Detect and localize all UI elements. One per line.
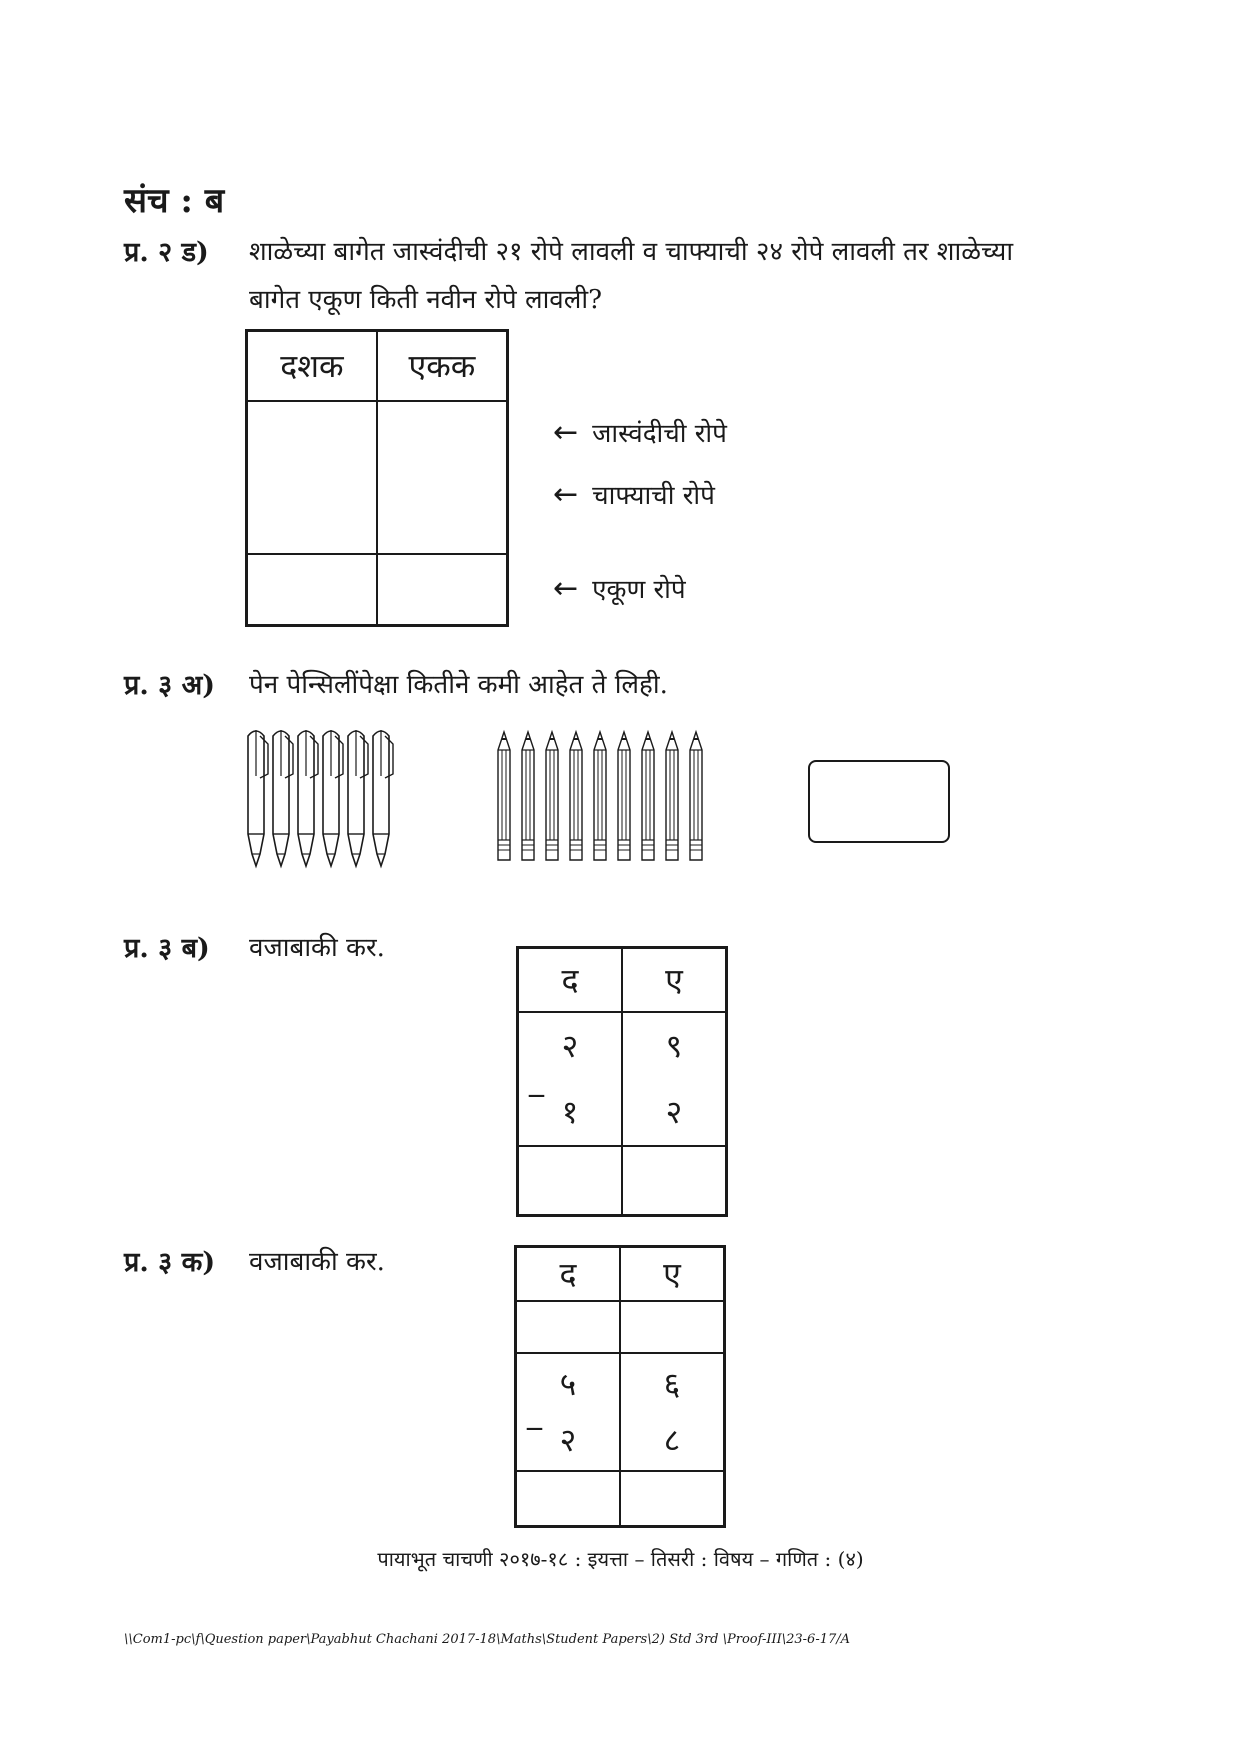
minus-sign: _ [527, 1395, 542, 1431]
q3b-tens-cell [518, 1012, 622, 1146]
pencil-icon [618, 732, 630, 860]
pen-icon [273, 730, 293, 866]
q3c-units-digit-2: ८ [663, 1420, 681, 1459]
q3c-tens-cell [516, 1353, 620, 1471]
q2d-input-cell-tens[interactable] [247, 401, 377, 554]
q2d-label: प्र. २ ड) [124, 237, 209, 268]
q3b-units-digit-1: ९ [665, 1026, 683, 1065]
minus-sign: _ [529, 1062, 544, 1098]
pencil-icon [642, 732, 654, 860]
pen-icon [323, 730, 343, 866]
pen-icon [348, 730, 368, 866]
q3b-col-units-header: ए [622, 948, 727, 1012]
pencil-icon [498, 732, 510, 860]
q2d-row-label-1: ← जास्वंदीची रोपे [553, 415, 727, 450]
q2d-row-label-3: ← एकूण रोपे [553, 571, 686, 606]
q2d-col-tens-header: दशक [247, 331, 377, 401]
q3a-text: पेन पेन्सिलींपेक्षा कितीने कमी आहेत ते लिही. [249, 670, 668, 700]
q3c-units-digit-1: ६ [663, 1364, 681, 1403]
q3c-answer-cell-tens[interactable] [516, 1471, 620, 1527]
pencil-icon [546, 732, 558, 860]
q3b-answer-cell-tens[interactable] [518, 1146, 622, 1216]
page-footer: पायाभूत चाचणी २०१७-१८ : इयत्ता – तिसरी : विषय – गणित : (४) [377, 1547, 864, 1571]
file-path: \\Com1-pc\f\Question paper\Payabhut Chachani 2017-18\Maths\Student Papers\2) Std 3rd \Proof-III\23-6-17/A [124, 1632, 851, 1647]
pen-icon [248, 730, 268, 866]
q3b-subtraction-table [516, 946, 728, 1217]
pencils-illustration [490, 728, 720, 878]
q2d-place-value-table [245, 329, 509, 627]
q2d-text-line2: बागेत एकूण किती नवीन रोपे लावली? [249, 285, 603, 315]
pencil-icon [666, 732, 678, 860]
q3b-col-tens-header: द [518, 948, 622, 1012]
q3b-text: वजाबाकी कर. [249, 933, 385, 963]
left-arrow-icon: ← [553, 415, 579, 450]
q2d-row-label-2: ← चाफ्याची रोपे [553, 477, 715, 512]
q3c-borrow-cell-tens[interactable] [516, 1301, 620, 1353]
q3c-tens-digit-1: ५ [559, 1364, 577, 1403]
q3b-answer-cell-units[interactable] [622, 1146, 727, 1216]
q3c-label: प्र. ३ क) [124, 1247, 216, 1278]
q3b-units-digit-2: २ [665, 1092, 683, 1131]
q3c-units-cell [620, 1353, 725, 1471]
q3b-tens-digit-1: २ [561, 1026, 579, 1065]
pencil-icon [522, 732, 534, 860]
q3c-col-units-header: ए [620, 1247, 725, 1301]
q3a-answer-box[interactable] [808, 760, 950, 843]
q2d-text-line1: शाळेच्या बागेत जास्वंदीची २१ रोपे लावली व चाफ्याची २४ रोपे लावली तर शाळेच्या [249, 237, 1014, 267]
q3c-col-tens-header: द [516, 1247, 620, 1301]
q2d-col-units-header: एकक [377, 331, 508, 401]
q3b-label: प्र. ३ ब) [124, 933, 210, 964]
q2d-input-cell-units[interactable] [377, 401, 508, 554]
q3c-subtraction-table [514, 1245, 726, 1528]
q2d-answer-cell-units[interactable] [377, 554, 508, 626]
left-arrow-icon: ← [553, 571, 579, 606]
q2d-answer-cell-tens[interactable] [247, 554, 377, 626]
q3c-tens-digit-2: २ [559, 1420, 577, 1459]
left-arrow-icon: ← [553, 477, 579, 512]
q3a-label: प्र. ३ अ) [124, 670, 216, 701]
pencil-icon [570, 732, 582, 860]
set-title: संच : ब [124, 181, 225, 221]
pen-icon [298, 730, 318, 866]
pen-icon [373, 730, 393, 866]
q3c-borrow-cell-units[interactable] [620, 1301, 725, 1353]
q3b-units-cell [622, 1012, 727, 1146]
q3c-text: वजाबाकी कर. [249, 1247, 385, 1277]
pencil-icon [594, 732, 606, 860]
q3c-answer-cell-units[interactable] [620, 1471, 725, 1527]
pencil-icon [690, 732, 702, 860]
q3b-tens-digit-2: १ [561, 1092, 579, 1131]
pens-illustration [240, 720, 410, 880]
